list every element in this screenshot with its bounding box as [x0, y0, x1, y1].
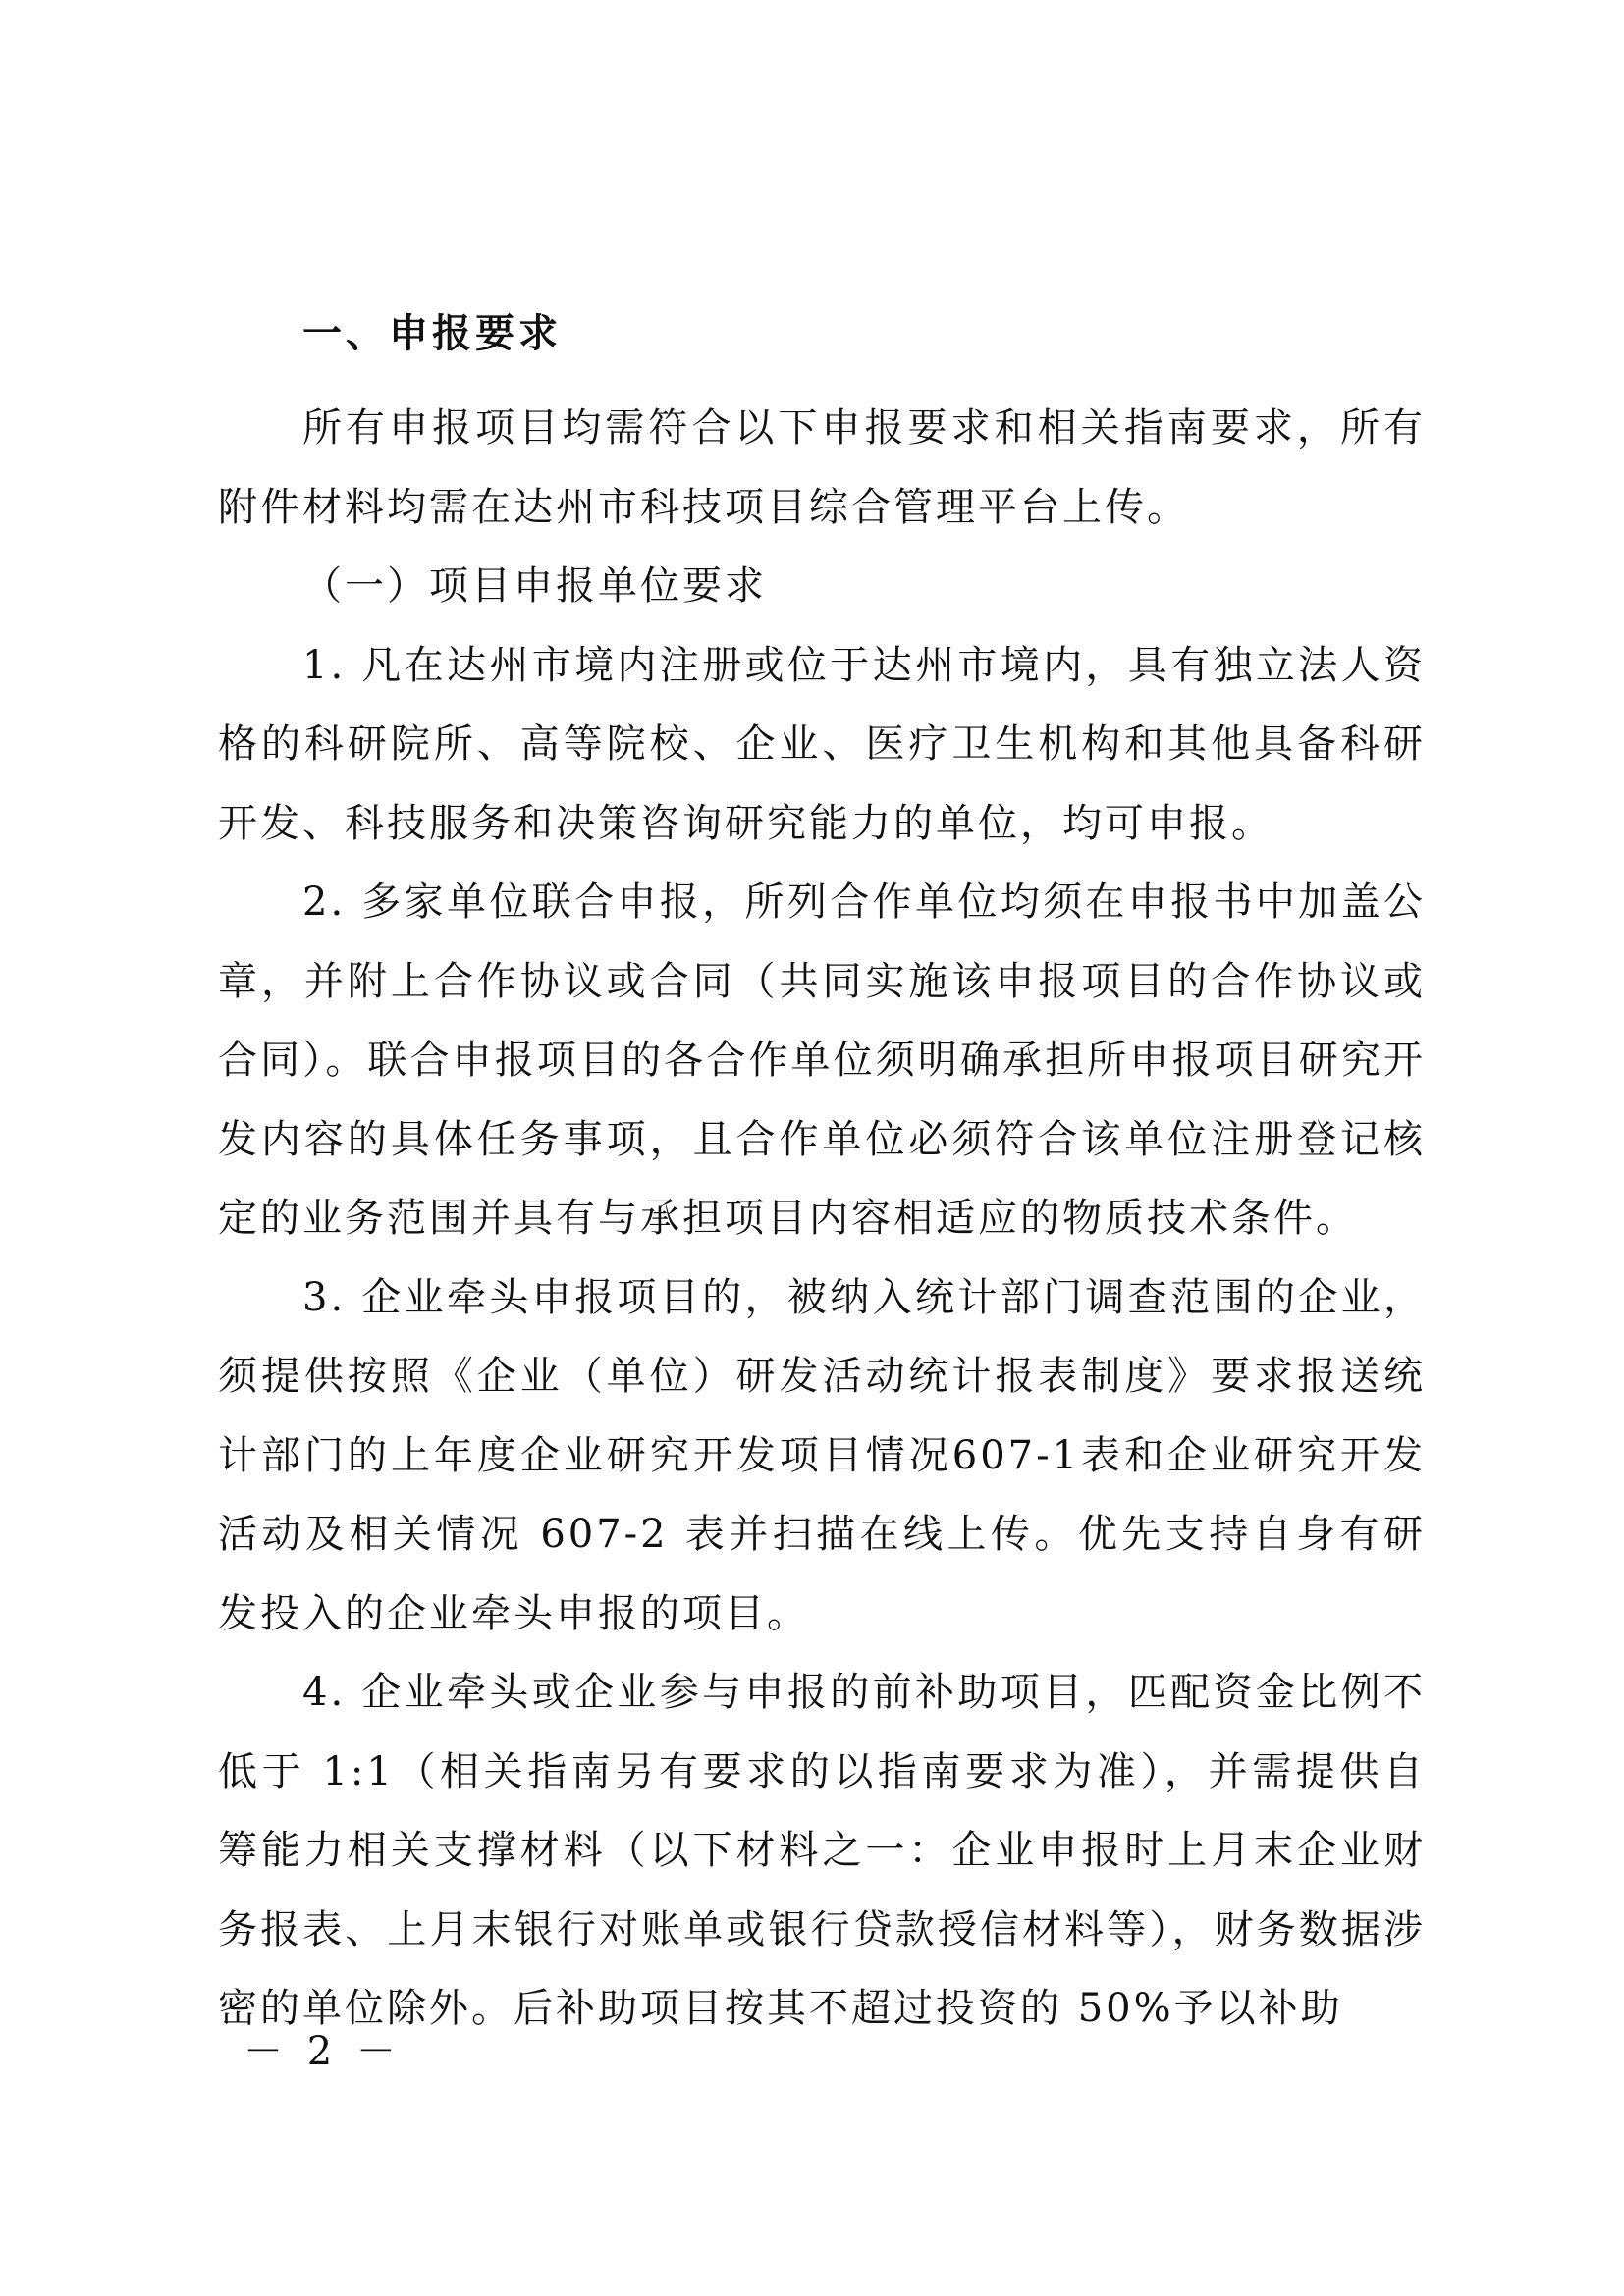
requirement-item-3: 3. 企业牵头申报项目的，被纳入统计部门调查范围的企业，须提供按照《企业（单位）研发活动统计报表制度》要求报送统计部门的上年度企业研究开发项目情况607-1表和企业研究开发活动及相关情况 607-2 表并扫描在线上传。优先支持自身有研发投入的企业牵头申报的项目。 [218, 1274, 1426, 1636]
document-body [218, 294, 1426, 2049]
page-number: － 2 － [244, 2029, 402, 2074]
section-heading: 一、申报要求 [302, 311, 562, 356]
intro-paragraph: 所有申报项目均需符合以下申报要求和相关指南要求，所有附件材料均需在达州市科技项目综合管理平台上传。 [218, 405, 1426, 530]
requirement-item-4: 4. 企业牵头或企业参与申报的前补助项目，匹配资金比例不低于 1:1（相关指南另有要求的以指南要求为准），并需提供自筹能力相关支撑材料（以下材料之一：企业申报时上月末企业财务报表、上月末银行对账单或银行贷款授信材料等），财务数据涉密的单位除外。后补助项目按其不超过投资的 50%予以补助 [218, 1670, 1426, 2031]
subsection-heading: （一）项目申报单位要求 [302, 563, 767, 609]
requirement-item-2: 2. 多家单位联合申报，所列合作单位均须在申报书中加盖公章，并附上合作协议或合同（共同实施该申报项目的合作协议或合同）。联合申报项目的各合作单位须明确承担所申报项目研究开发内容的具体任务事项，且合作单位必须符合该单位注册登记核定的业务范围并具有与承担项目内容相适应的物质技术条件。 [218, 880, 1426, 1241]
requirement-item-1: 1. 凡在达州市境内注册或位于达州市境内，具有独立法人资格的科研院所、高等院校、企业、医疗卫生机构和其他具备科研开发、科技服务和决策咨询研究能力的单位，均可申报。 [218, 642, 1426, 846]
